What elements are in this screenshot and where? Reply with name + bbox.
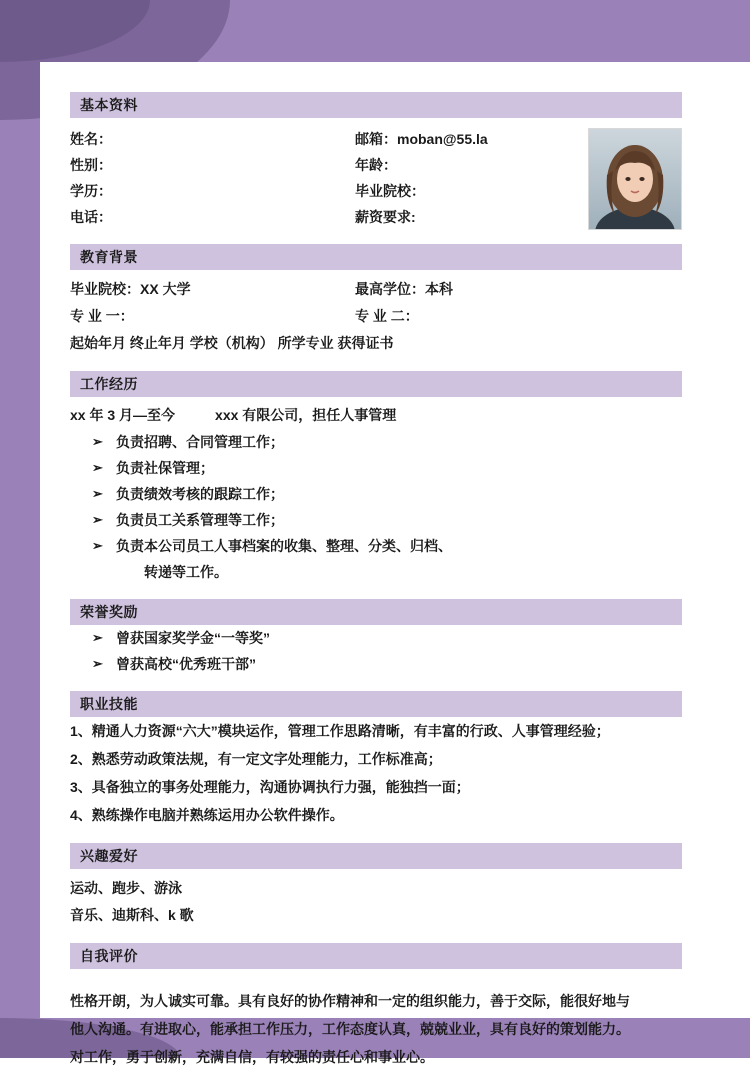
list-item: 1、精通人力资源“六大”模块运作，管理工作思路清晰，有丰富的行政、人事管理经验； [70, 723, 610, 739]
hobby-line: 运动、跑步、游泳 [70, 880, 182, 896]
field-phone: 电话： [70, 209, 112, 225]
education-row [70, 303, 682, 330]
work-duty-list [70, 429, 682, 585]
field-degree: 学历： [70, 183, 112, 199]
section-hobbies [70, 843, 682, 929]
section-title-education: 教育背景 [70, 244, 682, 270]
self-evaluation-text [70, 987, 682, 1071]
list-item [70, 533, 682, 585]
section-title-hobbies: 兴趣爱好 [70, 843, 682, 869]
self-evaluation-line: 对工作，勇于创新，充满自信，有较强的责任心和事业心。 [70, 1049, 434, 1065]
section-work-experience [70, 371, 682, 585]
bullet-arrow-icon: ➢ [92, 538, 103, 553]
list-item [70, 507, 682, 533]
list-item-text: 负责社保管理； [116, 460, 214, 476]
list-item: 3、具备独立的事务处理能力，沟通协调执行力强，能独挡一面； [70, 779, 470, 795]
hobbies-lines [70, 875, 682, 929]
self-evaluation-line: 性格开朗，为人诚实可靠。具有良好的协作精神和一定的组织能力，善于交际，能很好地与 [70, 993, 630, 1009]
education-column-headers: 起始年月 终止年月 学校（机构） 所学专业 获得证书 [70, 335, 394, 351]
field-name: 姓名： [70, 131, 112, 147]
section-title-honors: 荣誉奖励 [70, 599, 682, 625]
education-row [70, 276, 682, 303]
section-title-self-evaluation: 自我评价 [70, 943, 682, 969]
list-item-text: 负责绩效考核的跟踪工作； [116, 486, 284, 502]
hobby-line: 音乐、迪斯科、k 歌 [70, 907, 194, 923]
avatar [588, 128, 682, 230]
section-title-basic: 基本资料 [70, 92, 682, 118]
bullet-arrow-icon: ➢ [92, 486, 103, 501]
bullet-arrow-icon: ➢ [92, 656, 103, 671]
list-item [70, 481, 682, 507]
bullet-arrow-icon: ➢ [92, 630, 103, 645]
list-item [70, 651, 682, 677]
field-school: 毕业院校： [355, 183, 425, 199]
list-item-text: 曾获高校“优秀班干部” [116, 656, 256, 672]
list-item [70, 429, 682, 455]
section-title-skills: 职业技能 [70, 691, 682, 717]
section-self-evaluation [70, 943, 682, 1071]
work-company-role: xxx 有限公司，担任人事管理 [215, 407, 397, 423]
list-item-text: 负责招聘、合同管理工作； [116, 434, 284, 450]
field-gender: 性别： [70, 157, 112, 173]
skills-list [70, 717, 682, 829]
section-basic-info [70, 92, 682, 230]
education-major-2: 专 业 二： [355, 308, 419, 324]
list-item: 4、熟练操作电脑并熟练运用办公软件操作。 [70, 807, 344, 823]
list-item-text: 负责员工关系管理等工作； [116, 512, 284, 528]
list-item-text: 曾获国家奖学金“一等奖” [116, 630, 270, 646]
section-education [70, 244, 682, 357]
list-item-text: 负责本公司员工人事档案的收集、整理、分类、归档、 [116, 538, 452, 554]
section-honors [70, 599, 682, 677]
section-title-work: 工作经历 [70, 371, 682, 397]
education-degree: 最高学位：本科 [355, 281, 453, 297]
list-item [70, 455, 682, 481]
field-salary: 薪资要求: [355, 209, 416, 225]
work-entry-header [70, 401, 682, 429]
list-item [70, 625, 682, 651]
bullet-arrow-icon: ➢ [92, 512, 103, 527]
resume-content [70, 92, 682, 1085]
section-skills [70, 691, 682, 829]
honors-list [70, 625, 682, 677]
bullet-arrow-icon: ➢ [92, 460, 103, 475]
field-age: 年龄： [355, 157, 397, 173]
bullet-arrow-icon: ➢ [92, 434, 103, 449]
left-decor-band [0, 0, 40, 1058]
education-lines [70, 276, 682, 357]
field-email: 邮箱：moban@55.la [355, 131, 488, 147]
self-evaluation-line: 他人沟通。有进取心，能承担工作压力，工作态度认真，兢兢业业，具有良好的策划能力。 [70, 1021, 630, 1037]
list-item-text-continued: 转递等工作。 [144, 564, 228, 580]
list-item: 2、熟悉劳动政策法规，有一定文字处理能力，工作标准高； [70, 751, 442, 767]
work-period: xx 年 3 月—至今 [70, 407, 176, 423]
education-school: 毕业院校：XX 大学 [70, 281, 191, 297]
education-major-1: 专 业 一： [70, 308, 134, 324]
